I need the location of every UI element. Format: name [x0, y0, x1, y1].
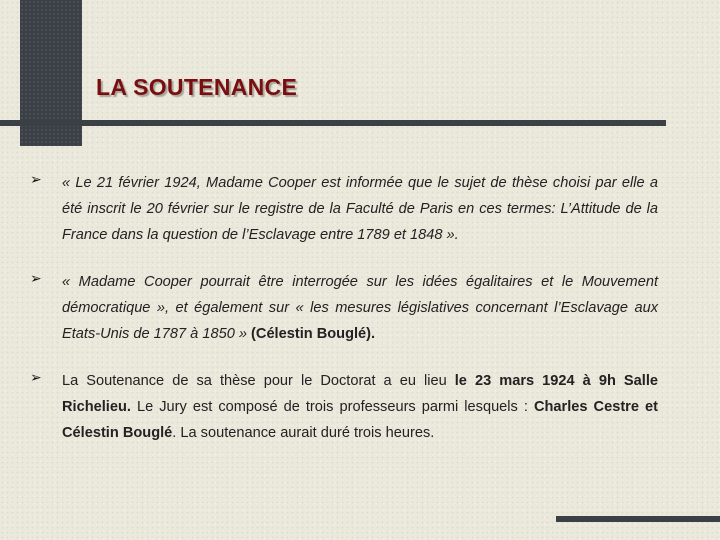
title-rule: [0, 120, 666, 126]
bullet-text-bold: (Célestin Bouglé).: [246, 326, 376, 342]
bullet-text-bold: Charles Cestre et Célestin Bouglé: [62, 399, 658, 441]
bullet-item-1: [30, 170, 658, 248]
arrowhead-bullet-icon: ➢: [30, 171, 42, 187]
bullet-text-bold: le 23 mars 1924 à 9h Salle Richelieu.: [62, 373, 658, 415]
bullet-list: [30, 170, 658, 467]
arrowhead-bullet-icon: ➢: [30, 270, 42, 286]
bullet-text-part: Le Jury est composé de trois professeurs parmi lesquels :: [130, 399, 534, 415]
bullet-text: [62, 368, 658, 446]
bullet-text-italic: « Madame Cooper pourrait être interrogée sur les idées égalitaires et le Mouvement démocratique », et également sur « les mesures législatives concernant l’Esclavage aux Etats-Unis de 1787 à 1850 »: [62, 274, 658, 342]
bullet-text-part: . La soutenance aurait duré trois heures.: [172, 425, 435, 441]
bullet-text: [62, 269, 658, 347]
arrowhead-bullet-icon: ➢: [30, 369, 42, 385]
bullet-item-3: [30, 368, 658, 446]
footer-rule: [556, 516, 720, 522]
bullet-text: « Le 21 février 1924, Madame Cooper est informée que le sujet de thèse choisi par elle a été inscrit le 20 février sur le registre de la Faculté de Paris en ces termes: L’Attitude de la France dans la question de l’Esclavage entre 1789 et 1848 ».: [62, 175, 658, 243]
bullet-text-part: La Soutenance de sa thèse pour le Doctorat a eu lieu: [62, 373, 455, 389]
bullet-item-2: [30, 269, 658, 347]
page-title: LA SOUTENANCE: [96, 74, 298, 100]
